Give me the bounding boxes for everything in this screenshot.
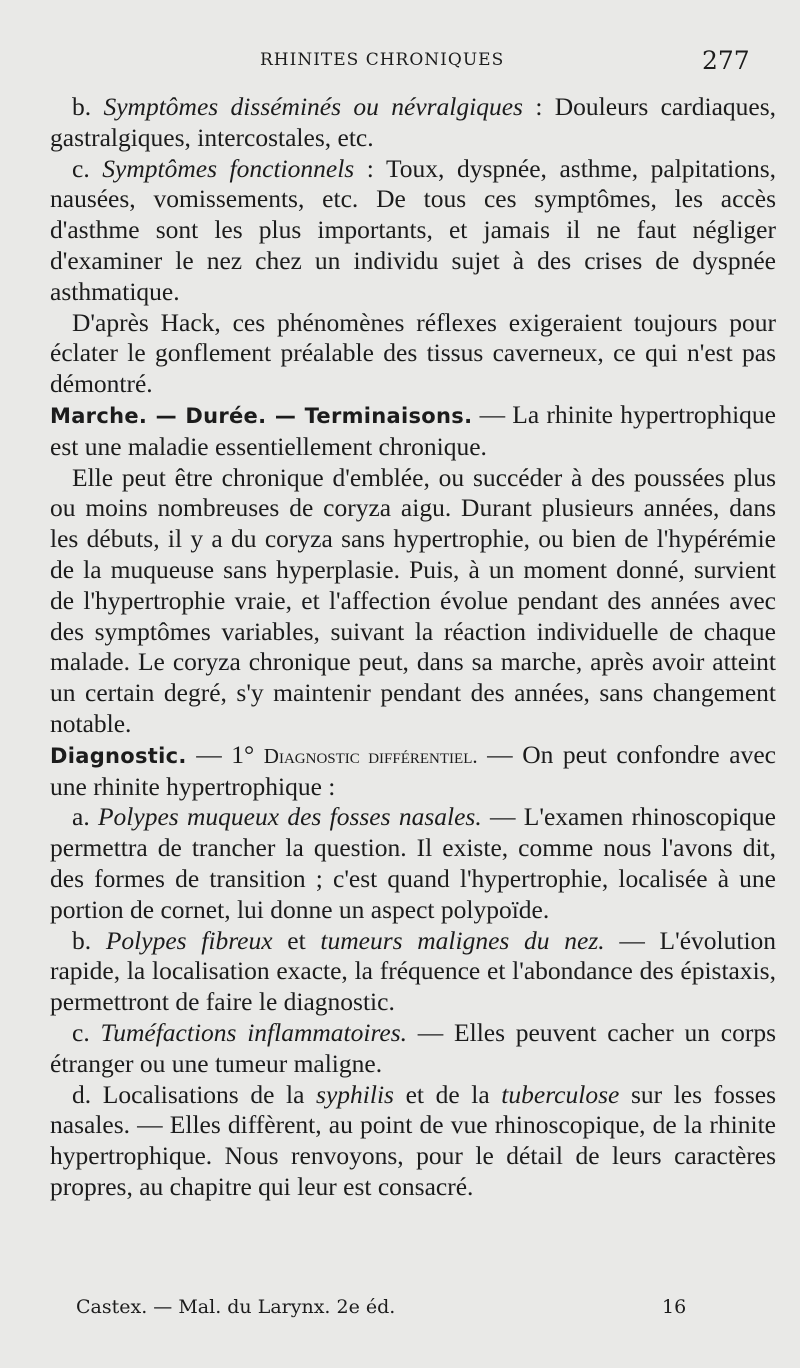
text-run: c. [72, 1017, 101, 1047]
italic-text: Symptômes fonctionnels [102, 153, 355, 183]
italic-text: Polypes fibreux [105, 925, 273, 955]
text-run: — La rhinite hypertrophique est une maladie essentiellement chronique. [50, 399, 776, 461]
text-run: — L'évolution rapide, la localisation exacte, la fréquence et l'abondance des épistaxis, permettront de faire le diagnostic. [50, 925, 777, 1017]
text-run: — On peut confondre avec une rhinite hypertrophique : [50, 739, 776, 801]
text-run: et [272, 925, 321, 955]
signature-number: 16 [662, 1296, 687, 1318]
italic-text: syphilis [316, 1079, 394, 1109]
printer-signature: Castex. — Mal. du Larynx. 2e éd. [76, 1296, 396, 1318]
body-text [50, 92, 776, 1203]
paragraph [50, 926, 776, 1018]
italic-text: tuberculose [501, 1079, 620, 1109]
text-run: — 1° [186, 739, 264, 769]
page-header [0, 44, 800, 84]
paragraph [50, 308, 776, 400]
text-run: — Elles peuvent cacher un corps étranger ou une tumeur maligne. [50, 1017, 776, 1078]
text-run: a. [72, 802, 98, 832]
page-number: 277 [702, 46, 750, 75]
paragraph [50, 154, 776, 308]
paragraph [50, 802, 776, 925]
page-footer [76, 1296, 696, 1326]
text-run: b. [72, 925, 106, 955]
italic-text: Symptômes disséminés ou névralgiques [103, 92, 523, 121]
running-title: RHINITES CHRONIQUES [260, 50, 505, 70]
paragraph [50, 1080, 776, 1203]
text-run: Elle peut être chronique d'emblée, ou succéder à des poussées plus ou moins nombreuses de coryza aigu. Durant plusieurs années, dans les débuts, il y a du coryza sans hypertrophie, ou bien de l'hypérémie de la muqueuse sans hyperplasie. Puis, à un moment donné, survient de l'hypertrophie vraie, et l'affection évolue pendant des années avec des symptômes variables, suivant la réaction individuelle de chaque malade. Le coryza chronique peut, dans sa marche, après avoir atteint un certain degré, s'y maintenir pendant des années, sans changement notable. [50, 462, 776, 738]
section-heading: Diagnostic. [50, 743, 187, 768]
text-run: — L'examen rhinoscopique permettra de trancher la question. Il existe, comme nous l'avons dit, des formes de transition ; c'est quand l'hypertrophie, localisée à une portion de cornet, lui donne un aspect polypoïde. [50, 802, 776, 924]
paragraph [50, 740, 776, 803]
text-run: b. [72, 92, 104, 121]
italic-text: Tuméfactions inflammatoires. [100, 1017, 408, 1047]
paragraph [50, 463, 776, 740]
text-run: D'après Hack, ces phénomènes réflexes exigeraient toujours pour éclater le gonflement préalable des tissus caverneux, ce qui n'est pas démontré. [50, 307, 776, 399]
italic-text: tumeurs malignes du nez. [320, 925, 605, 955]
text-run: : Douleurs cardiaques, gastralgiques, intercostales, etc. [50, 92, 777, 152]
subheading-small-caps: Diagnostic différentiel. [263, 743, 478, 768]
text-run: et de la [393, 1079, 502, 1109]
italic-text: Polypes muqueux des fosses nasales. [97, 802, 482, 832]
text-run: : Toux, dyspnée, asthme, palpitations, nausées, vomissements, etc. De tous ces symptômes, les accès d'asthme sont les plus importants, et jamais il ne faut négliger d'examiner le nez chez un individu sujet à des crises de dyspnée asthmatique. [50, 153, 776, 306]
paragraph [50, 400, 776, 463]
text-run: sur les fosses nasales. — Elles diffèrent, au point de vue rhinoscopique, de la rhinite hypertrophique. Nous renvoyons, pour le détail de leurs caractères propres, au chapitre qui leur est consacré. [50, 1079, 776, 1201]
text-run: d. Localisations de la [72, 1079, 317, 1109]
paragraph [50, 1018, 776, 1080]
paragraph [50, 92, 776, 154]
section-heading: Marche. — Durée. — Terminaisons. [50, 403, 473, 428]
text-run: c. [72, 153, 103, 183]
